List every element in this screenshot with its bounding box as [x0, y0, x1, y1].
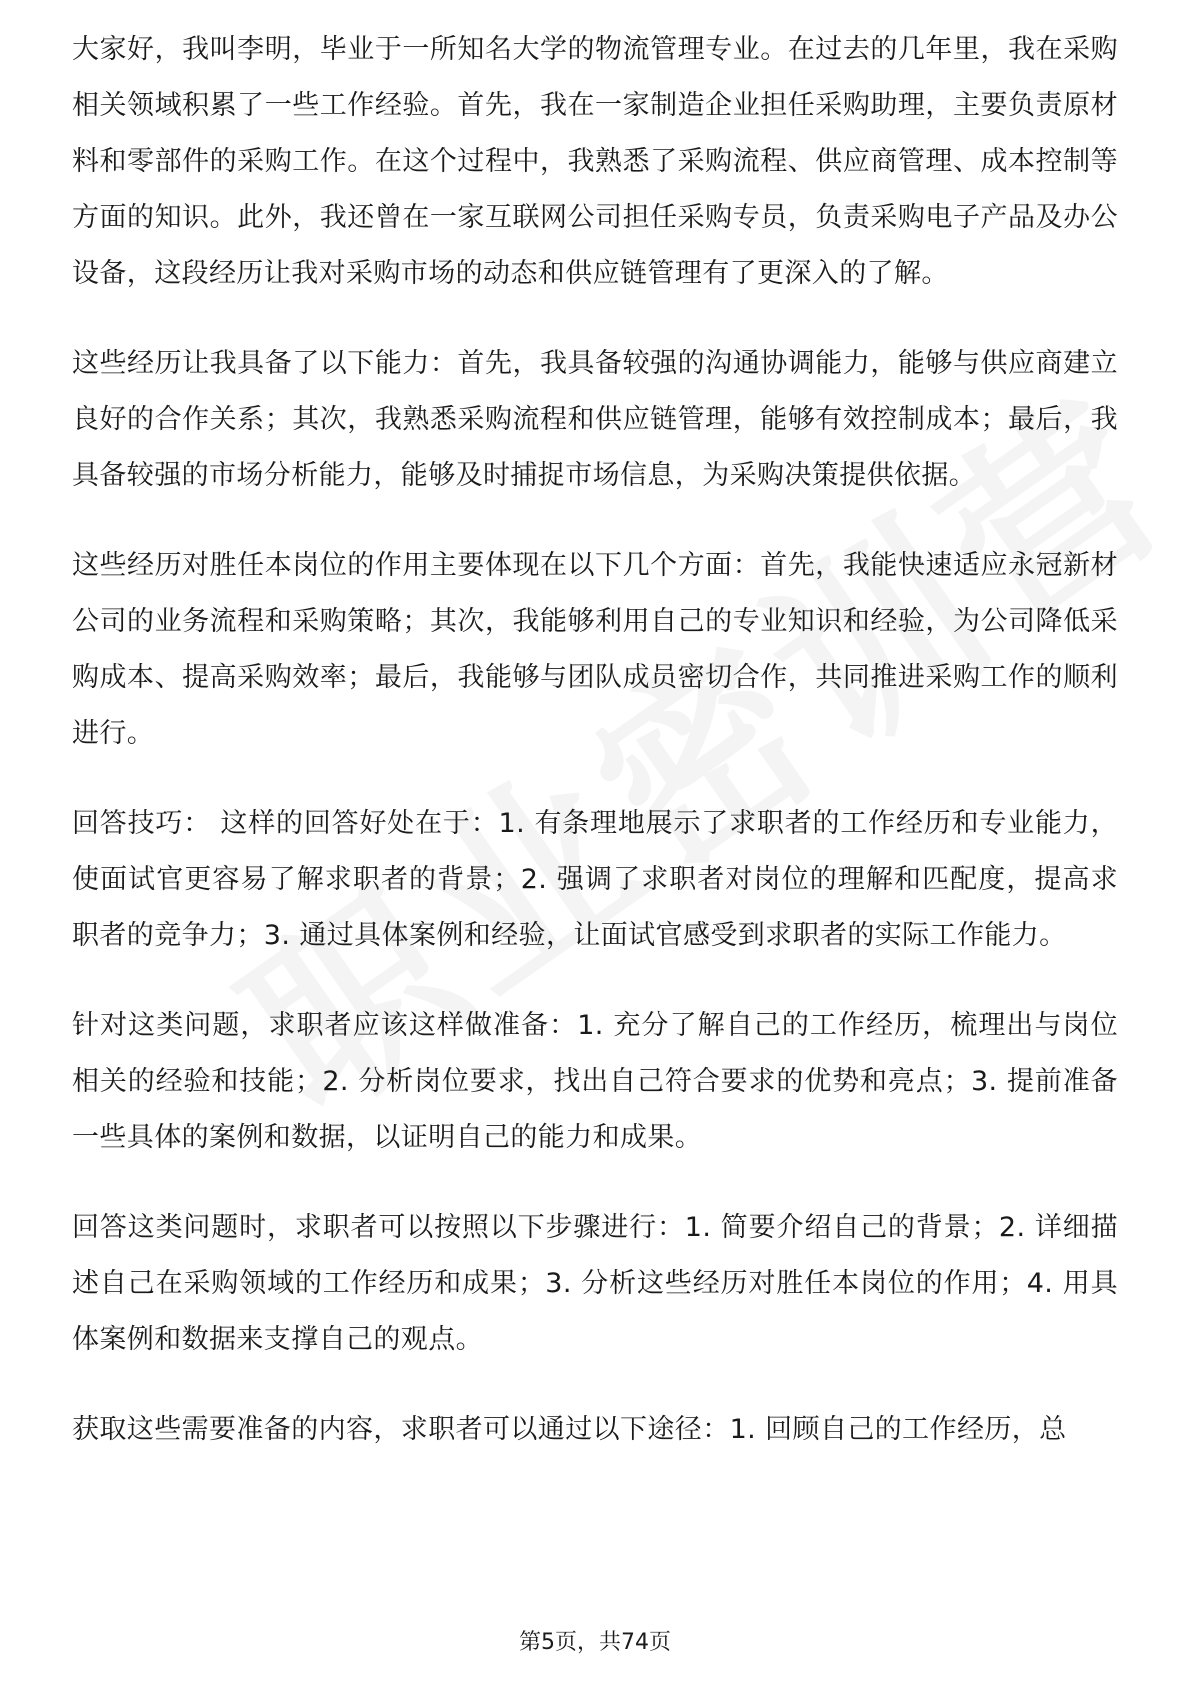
page-number: 第5页，共74页	[519, 1630, 671, 1655]
paragraph-abilities: 这些经历让我具备了以下能力：首先，我具备较强的沟通协调能力，能够与供应商建立良好的合作关系；其次，我熟悉采购流程和供应链管理，能够有效控制成本；最后，我具备较强的市场分析能力，能够及时捕捉市场信息，为采购决策提供依据。	[72, 348, 1118, 491]
document-body	[72, 22, 1118, 1492]
paragraph-experience: 大家好，我叫李明，毕业于一所知名大学的物流管理专业。在过去的几年里，我在采购相关领域积累了一些工作经验。首先，我在一家制造企业担任采购助理，主要负责原材料和零部件的采购工作。在这个过程中，我熟悉了采购流程、供应商管理、成本控制等方面的知识。此外，我还曾在一家互联网公司担任采购专员，负责采购电子产品及办公设备，这段经历让我对采购市场的动态和供应链管理有了更深入的了解。	[72, 34, 1118, 289]
paragraph-answer-tips: 回答技巧： 这样的回答好处在于：1. 有条理地展示了求职者的工作经历和专业能力，使面试官更容易了解求职者的背景；2. 强调了求职者对岗位的理解和匹配度，提高求职者的竞争力；3. 通过具体案例和经验，让面试官感受到求职者的实际工作能力。	[72, 808, 1118, 951]
paragraph-role-fit: 这些经历对胜任本岗位的作用主要体现在以下几个方面：首先，我能快速适应永冠新材公司的业务流程和采购策略；其次，我能够利用自己的专业知识和经验，为公司降低采购成本、提高采购效率；最后，我能够与团队成员密切合作，共同推进采购工作的顺利进行。	[72, 550, 1118, 749]
paragraph-answer-steps: 回答这类问题时，求职者可以按照以下步骤进行：1. 简要介绍自己的背景；2. 详细描述自己在采购领域的工作经历和成果；3. 分析这些经历对胜任本岗位的作用；4. 用具体案例和数据来支撑自己的观点。	[72, 1212, 1118, 1355]
paragraph-preparation: 针对这类问题，求职者应该这样做准备：1. 充分了解自己的工作经历，梳理出与岗位相关的经验和技能；2. 分析岗位要求，找出自己符合要求的优势和亮点；3. 提前准备一些具体的案例和数据，以证明自己的能力和成果。	[72, 1010, 1118, 1153]
paragraph-sources: 获取这些需要准备的内容，求职者可以通过以下途径：1. 回顾自己的工作经历，总	[72, 1414, 1067, 1445]
